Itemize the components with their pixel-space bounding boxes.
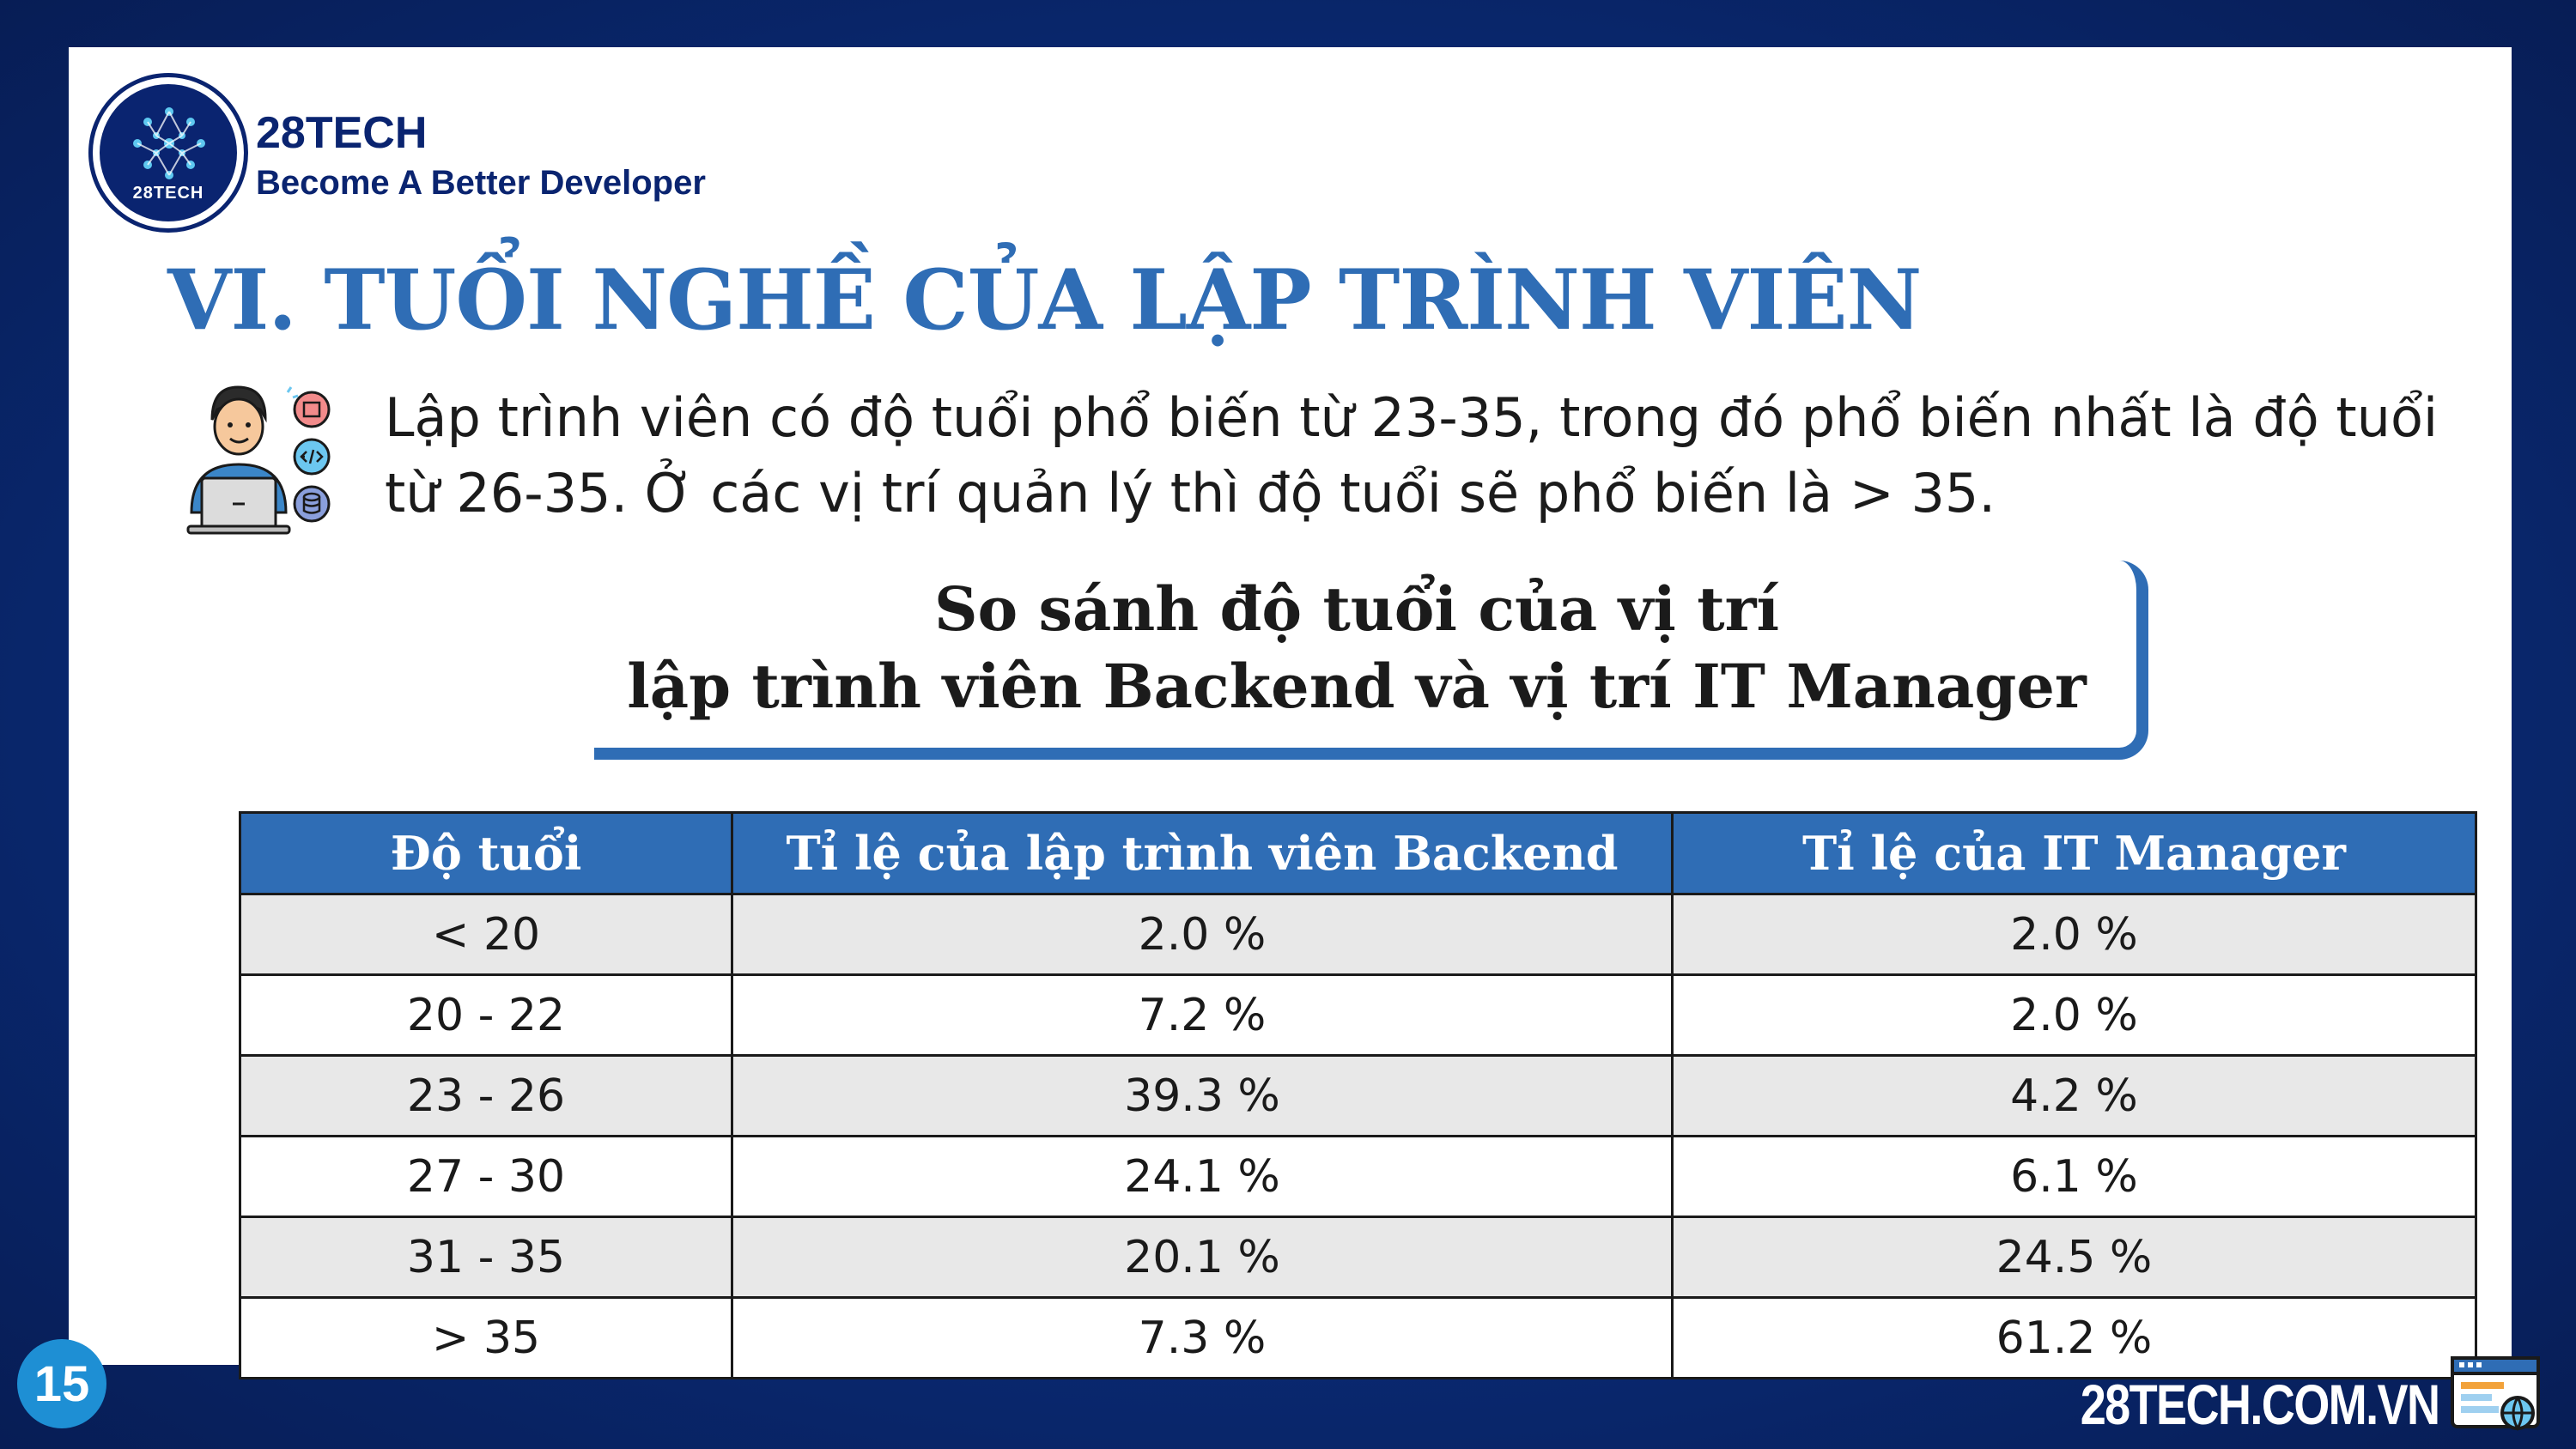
- cell-backend: 39.3 %: [732, 1056, 1673, 1137]
- cell-it-manager: 2.0 %: [1673, 975, 2476, 1056]
- cell-it-manager: 61.2 %: [1673, 1298, 2476, 1379]
- network-globe-icon: [129, 103, 210, 184]
- callout-line-1: So sánh độ tuổi của vị trí: [933, 573, 1780, 645]
- intro-text: Lập trình viên có độ tuổi phổ biến từ 23-35, trong đó phổ biến nhất là độ tuổi từ 26-35. Ở các vị trí quản lý thì độ tuổi sẽ phổ biến là > 35.: [385, 386, 2439, 524]
- brand-name: 28TECH: [256, 108, 428, 158]
- brand-tagline: Become A Better Developer: [256, 164, 706, 202]
- cell-backend: 24.1 %: [732, 1137, 1673, 1217]
- table-header-row: [240, 813, 2476, 894]
- age-comparison-table: [239, 811, 2477, 1379]
- page-number-badge: 15: [17, 1339, 106, 1428]
- cell-age: > 35: [240, 1298, 732, 1379]
- cell-backend: 7.2 %: [732, 975, 1673, 1056]
- cell-age: < 20: [240, 894, 732, 975]
- header-age: Độ tuổi: [240, 813, 732, 894]
- cell-it-manager: 6.1 %: [1673, 1137, 2476, 1217]
- table-row: [240, 1298, 2476, 1379]
- cell-backend: 7.3 %: [732, 1298, 1673, 1379]
- callout-heading: [584, 571, 2129, 725]
- footer-website[interactable]: 28TECH.COM.VN: [2080, 1373, 2439, 1436]
- table-row: [240, 894, 2476, 975]
- cell-it-manager: 24.5 %: [1673, 1217, 2476, 1298]
- cell-age: 31 - 35: [240, 1217, 732, 1298]
- table-row: [240, 1056, 2476, 1137]
- browser-window-icon: [2449, 1355, 2543, 1440]
- brand-logo: [93, 77, 244, 228]
- cell-backend: 2.0 %: [732, 894, 1673, 975]
- cell-backend: 20.1 %: [732, 1217, 1673, 1298]
- callout-line-2: lập trình viên Backend và vị trí IT Manager: [627, 651, 2087, 722]
- table-row: [240, 1137, 2476, 1217]
- cell-age: 23 - 26: [240, 1056, 732, 1137]
- cell-age: 20 - 22: [240, 975, 732, 1056]
- cell-age: 27 - 30: [240, 1137, 732, 1217]
- page-title: VI. TUỔI NGHỀ CỦA LẬP TRÌNH VIÊN: [167, 252, 1922, 349]
- cell-it-manager: 4.2 %: [1673, 1056, 2476, 1137]
- cell-it-manager: 2.0 %: [1673, 894, 2476, 975]
- table-row: [240, 975, 2476, 1056]
- logo-text: 28TECH: [132, 184, 204, 203]
- header-it-manager-rate: Tỉ lệ của IT Manager: [1673, 813, 2476, 894]
- slide: [69, 47, 2512, 1365]
- developer-laptop-icon: [176, 375, 339, 538]
- header-backend-rate: Tỉ lệ của lập trình viên Backend: [732, 813, 1673, 894]
- table-row: [240, 1217, 2476, 1298]
